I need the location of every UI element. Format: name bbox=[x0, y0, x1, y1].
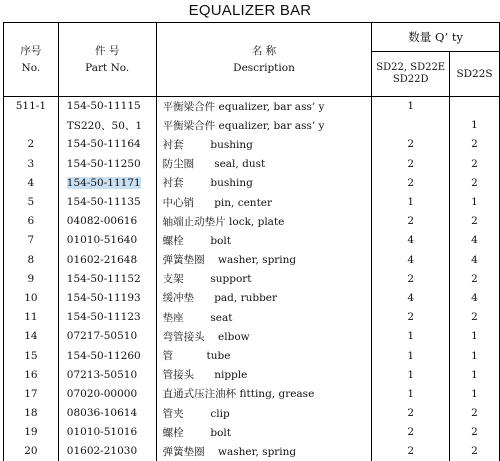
description: 轴端止动垫片 lock, plate bbox=[156, 212, 372, 231]
qty-sd22s: 2 bbox=[450, 212, 500, 231]
part-number: 154-50-11115 bbox=[66, 100, 141, 113]
row-number: 511-1 bbox=[4, 97, 59, 116]
qty-sd22s: 2 bbox=[450, 308, 500, 327]
table-row bbox=[4, 116, 500, 135]
description: 平衡梁合件 equalizer, bar ass’ y bbox=[156, 116, 372, 135]
description: 弹簧垫圈 washer, spring bbox=[156, 250, 372, 269]
parts-table bbox=[3, 22, 500, 461]
description: 衬套 bushing bbox=[156, 135, 372, 154]
qty-sd22: 1 bbox=[372, 327, 450, 346]
row-number: 4 bbox=[4, 173, 59, 192]
qty-sd22s: 2 bbox=[450, 442, 500, 461]
table-row bbox=[4, 154, 500, 173]
table-row bbox=[4, 442, 500, 461]
qty-sd22s: 2 bbox=[450, 423, 500, 442]
description: 管夹 clip bbox=[156, 404, 372, 423]
table-row bbox=[4, 231, 500, 250]
description: 管接头 nipple bbox=[156, 365, 372, 384]
qty-sd22: 1 bbox=[372, 97, 450, 116]
part-number: 154-50-11152 bbox=[66, 272, 141, 285]
row-number: 19 bbox=[4, 423, 59, 442]
column-header-no: 序号 No. bbox=[4, 23, 59, 97]
row-number: 17 bbox=[4, 384, 59, 403]
part-number: 154-50-11250 bbox=[66, 157, 141, 170]
qty-sd22 bbox=[372, 116, 450, 135]
part-number: 01010-51016 bbox=[66, 426, 138, 439]
qty-sd22: 2 bbox=[372, 423, 450, 442]
qty-sd22s: 1 bbox=[450, 327, 500, 346]
part-number: TS220、50、1 bbox=[66, 119, 143, 132]
table-row bbox=[4, 384, 500, 403]
qty-sd22: 2 bbox=[372, 442, 450, 461]
description: 防尘圈 seal, dust bbox=[156, 154, 372, 173]
column-header-qty-sd22: SD22, SD22E SD22D bbox=[372, 52, 450, 97]
table-row bbox=[4, 404, 500, 423]
qty-sd22s bbox=[450, 97, 500, 116]
part-number: 154-50-11193 bbox=[66, 291, 141, 304]
qty-sd22s: 2 bbox=[450, 135, 500, 154]
description: 缓冲垫 pad, rubber bbox=[156, 288, 372, 307]
part-number: 07217-50510 bbox=[66, 330, 138, 343]
row-number: 2 bbox=[4, 135, 59, 154]
column-header-description: 名 称 Description bbox=[156, 23, 372, 97]
row-number: 11 bbox=[4, 308, 59, 327]
qty-sd22: 4 bbox=[372, 250, 450, 269]
table-row bbox=[4, 288, 500, 307]
qty-sd22: 2 bbox=[372, 135, 450, 154]
qty-sd22: 2 bbox=[372, 154, 450, 173]
qty-sd22s: 1 bbox=[450, 116, 500, 135]
description: 螺栓 bolt bbox=[156, 423, 372, 442]
table-row bbox=[4, 135, 500, 154]
qty-sd22s: 2 bbox=[450, 173, 500, 192]
row-number: 16 bbox=[4, 365, 59, 384]
row-number: 15 bbox=[4, 346, 59, 365]
part-number: 01010-51640 bbox=[66, 234, 138, 247]
page-title: EQUALIZER BAR bbox=[188, 2, 312, 19]
qty-sd22: 1 bbox=[372, 384, 450, 403]
description: 中心销 pin, center bbox=[156, 192, 372, 211]
part-number: 154-50-11260 bbox=[66, 349, 141, 362]
qty-sd22s: 4 bbox=[450, 250, 500, 269]
row-number: 20 bbox=[4, 442, 59, 461]
description: 弯管接头 elbow bbox=[156, 327, 372, 346]
qty-sd22: 2 bbox=[372, 212, 450, 231]
row-number: 10 bbox=[4, 288, 59, 307]
description: 支架 support bbox=[156, 269, 372, 288]
part-number: 08036-10614 bbox=[66, 407, 138, 420]
table-row bbox=[4, 308, 500, 327]
description: 弹簧垫圈 washer, spring bbox=[156, 442, 372, 461]
qty-sd22s: 1 bbox=[450, 384, 500, 403]
qty-sd22: 2 bbox=[372, 308, 450, 327]
part-number: 154-50-11164 bbox=[66, 138, 141, 151]
table-row bbox=[4, 250, 500, 269]
qty-sd22: 4 bbox=[372, 231, 450, 250]
column-header-part-no: 件 号 Part No. bbox=[58, 23, 156, 97]
row-number: 3 bbox=[4, 154, 59, 173]
row-number bbox=[4, 116, 59, 135]
table-row bbox=[4, 269, 500, 288]
description: 垫座 seat bbox=[156, 308, 372, 327]
qty-sd22: 1 bbox=[372, 192, 450, 211]
description: 直通式压注油杯 fitting, grease bbox=[156, 384, 372, 403]
qty-sd22: 1 bbox=[372, 346, 450, 365]
table-row bbox=[4, 212, 500, 231]
qty-sd22s: 4 bbox=[450, 288, 500, 307]
table-row bbox=[4, 192, 500, 211]
part-number: 07020-00000 bbox=[66, 387, 138, 400]
qty-sd22: 2 bbox=[372, 269, 450, 288]
table-row bbox=[4, 97, 500, 116]
qty-sd22s: 2 bbox=[450, 154, 500, 173]
qty-sd22s: 1 bbox=[450, 192, 500, 211]
qty-sd22: 4 bbox=[372, 288, 450, 307]
qty-sd22: 2 bbox=[372, 173, 450, 192]
table-row bbox=[4, 173, 500, 192]
description: 衬套 bushing bbox=[156, 173, 372, 192]
part-number: 154-50-11135 bbox=[66, 196, 141, 209]
qty-sd22s: 1 bbox=[450, 346, 500, 365]
part-number: 07213-50510 bbox=[66, 368, 138, 381]
part-number: 01602-21648 bbox=[66, 253, 138, 266]
row-number: 6 bbox=[4, 212, 59, 231]
qty-sd22: 1 bbox=[372, 365, 450, 384]
row-number: 9 bbox=[4, 269, 59, 288]
description: 平衡梁合件 equalizer, bar ass’ y bbox=[156, 97, 372, 116]
qty-sd22s: 2 bbox=[450, 404, 500, 423]
row-number: 8 bbox=[4, 250, 59, 269]
table-row bbox=[4, 423, 500, 442]
column-header-qty-sd22s: SD22S bbox=[450, 52, 500, 97]
description: 管 tube bbox=[156, 346, 372, 365]
table-row bbox=[4, 346, 500, 365]
part-number: 154-50-11123 bbox=[66, 311, 141, 324]
row-number: 5 bbox=[4, 192, 59, 211]
part-number: 04082-00616 bbox=[66, 215, 138, 228]
row-number: 18 bbox=[4, 404, 59, 423]
column-header-quantity: 数量 Q’ ty bbox=[372, 23, 500, 52]
qty-sd22: 2 bbox=[372, 404, 450, 423]
row-number: 7 bbox=[4, 231, 59, 250]
description: 螺栓 bolt bbox=[156, 231, 372, 250]
qty-sd22s: 2 bbox=[450, 269, 500, 288]
table-row bbox=[4, 327, 500, 346]
table-row bbox=[4, 365, 500, 384]
row-number: 14 bbox=[4, 327, 59, 346]
qty-sd22s: 1 bbox=[450, 365, 500, 384]
part-number: 154-50-11171 bbox=[66, 176, 141, 189]
qty-sd22s: 4 bbox=[450, 231, 500, 250]
part-number: 01602-21030 bbox=[66, 445, 138, 458]
